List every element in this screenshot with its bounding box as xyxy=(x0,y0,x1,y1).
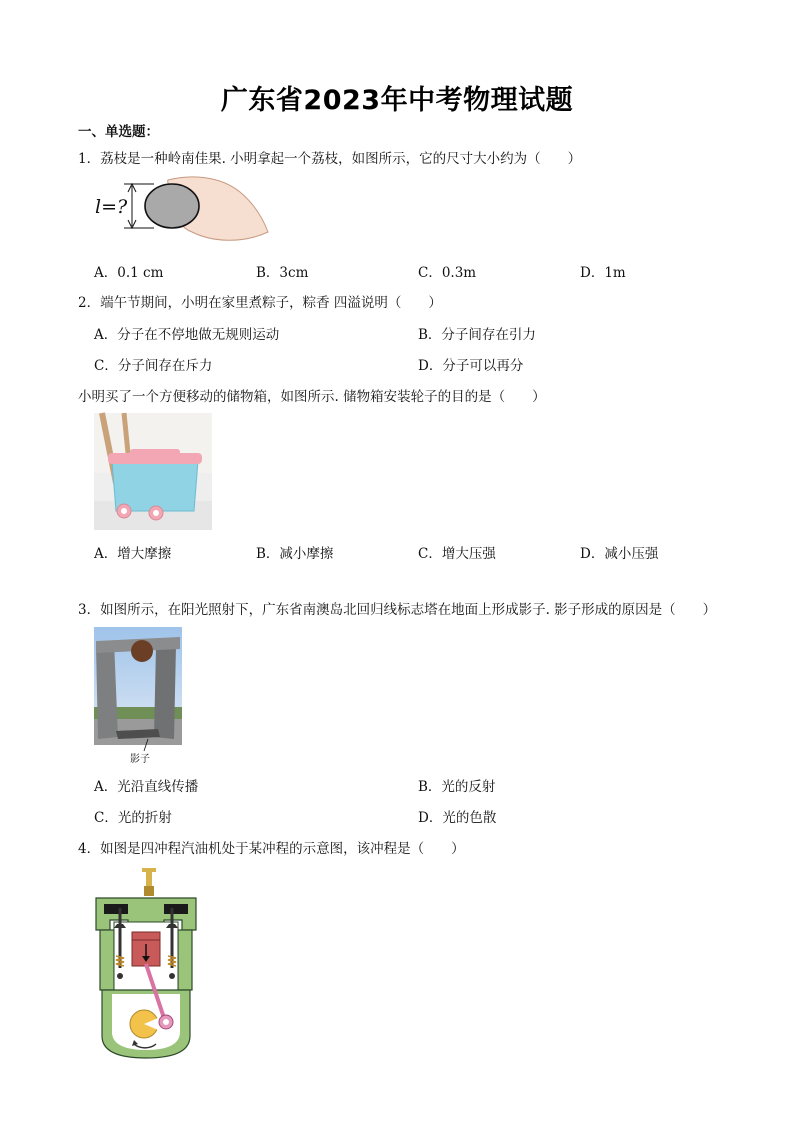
question-1-stem: 1．荔枝是一种岭南佳果. 小明拿起一个荔枝，如图所示，它的尺寸大小约为（ ） xyxy=(78,151,582,167)
q2b-option-b: B．减小摩擦 xyxy=(256,546,334,562)
question-4-stem: 4．如图是四冲程汽油机处于某冲程的示意图，该冲程是（ ） xyxy=(78,841,465,857)
q2b-option-d: D．减小压强 xyxy=(580,546,659,562)
q3-option-d: D．光的色散 xyxy=(418,810,497,826)
engine-diagram xyxy=(94,868,198,1060)
q1-option-d: D．1m xyxy=(580,265,626,281)
q1-option-a: A．0.1 cm xyxy=(94,265,164,281)
q3-option-a: A．光沿直线传播 xyxy=(94,779,199,795)
length-label: l=? xyxy=(95,196,128,218)
section-heading: 一、单选题： xyxy=(78,124,159,140)
question-storage-box-stem: 小明买了一个方便移动的储物箱，如图所示. 储物箱安装轮子的目的是（ ） xyxy=(78,389,546,405)
q2-option-b: B．分子间存在引力 xyxy=(418,327,536,343)
shadow-label: 影子 xyxy=(130,754,150,765)
q3-option-c: C．光的折射 xyxy=(94,810,172,826)
q2-option-c: C．分子间存在斥力 xyxy=(94,358,213,374)
question-3-stem: 3．如图所示，在阳光照射下，广东省南澳岛北回归线标志塔在地面上形成影子. 影子形成的原因是（ ） xyxy=(78,602,717,618)
q2b-option-a: A．增大摩擦 xyxy=(94,546,172,562)
q2-option-d: D．分子可以再分 xyxy=(418,358,524,374)
q1-option-c: C．0.3m xyxy=(418,265,477,281)
q3-option-b: B．光的反射 xyxy=(418,779,496,795)
q1-option-b: B．3cm xyxy=(256,265,309,281)
lychee-ellipse xyxy=(145,184,199,228)
q2b-option-c: C．增大压强 xyxy=(418,546,496,562)
page-title: 广东省2023年中考物理试题 xyxy=(220,85,574,116)
storage-box-photo xyxy=(94,413,212,530)
tropic-tower-photo xyxy=(94,627,182,745)
question-2-stem: 2．端午节期间，小明在家里煮粽子，粽香 四溢说明（ ） xyxy=(78,295,442,311)
q2-option-a: A．分子在不停地做无规则运动 xyxy=(94,327,280,343)
